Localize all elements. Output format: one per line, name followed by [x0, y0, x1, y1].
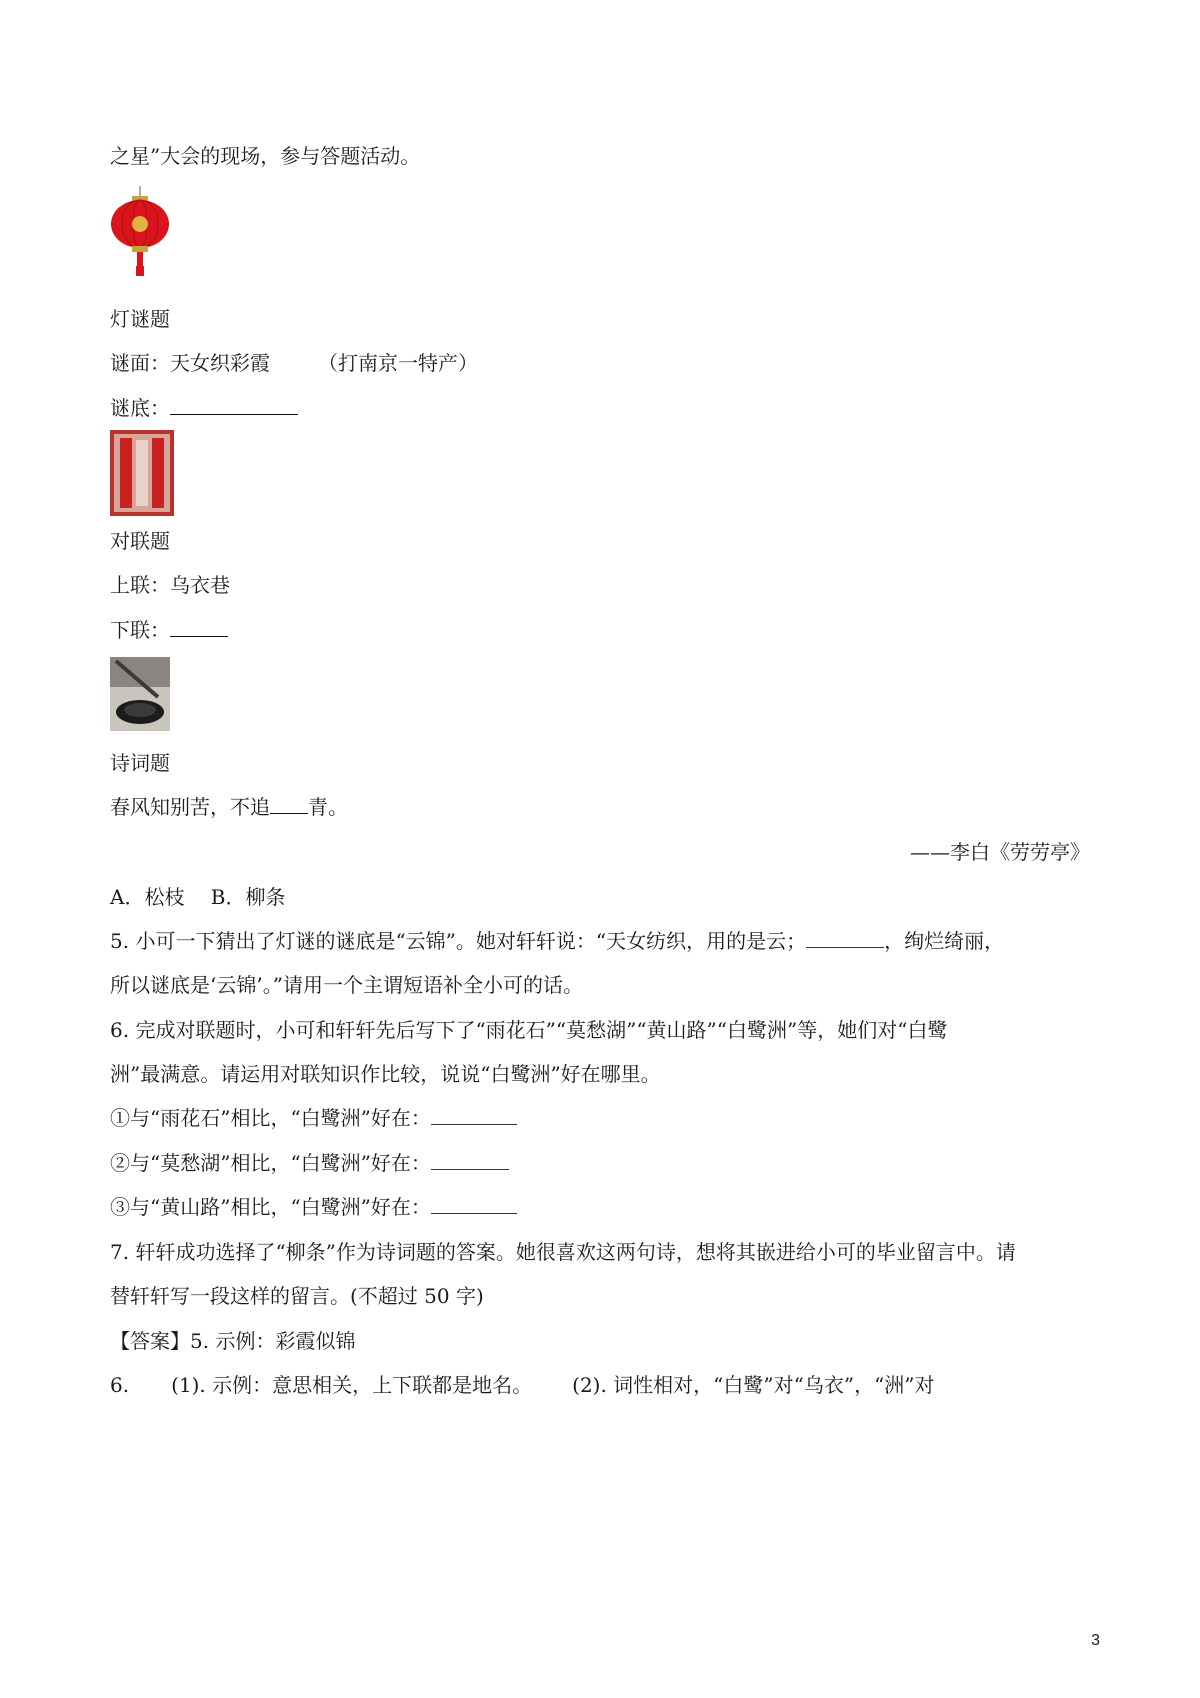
q6-item2 — [110, 1149, 509, 1177]
couplet-lower-blank[interactable] — [170, 616, 228, 637]
couplet-upper: 上联：乌衣巷 — [110, 573, 230, 597]
riddle-label: 谜面：天女织彩霞 — [110, 351, 270, 375]
poem-line — [110, 793, 348, 821]
poem-heading: 诗词题 — [110, 751, 170, 775]
riddle-answer-label: 谜底： — [110, 396, 170, 420]
q7-line2: 替轩轩写一段这样的留言。(不超过 50 字) — [110, 1284, 484, 1308]
q6-item3-text: ③与“黄山路”相比，“白鹭洲”好在： — [110, 1195, 431, 1219]
q6-item3-blank[interactable] — [431, 1195, 517, 1214]
riddle-heading: 灯谜题 — [110, 307, 170, 331]
red-lantern-image — [110, 186, 174, 280]
q7-line1: 7. 轩轩成功选择了“柳条”作为诗词题的答案。她很喜欢这两句诗，想将其嵌进给小可的毕业留言中。请 — [110, 1240, 1016, 1264]
intro-tail: 之星”大会的现场，参与答题活动。 — [110, 144, 421, 168]
q5-line2: 所以谜底是‘云锦’。”请用一个主谓短语补全小可的话。 — [110, 973, 583, 997]
q6-line1: 6. 完成对联题时，小可和轩轩先后写下了“雨花石”“莫愁湖”“黄山路”“白鹭洲”等，她们对“白鹭 — [110, 1018, 948, 1042]
riddle-answer-blank[interactable] — [170, 394, 298, 415]
q6-line2: 洲”最满意。请运用对联知识作比较，说说“白鹭洲”好在哪里。 — [110, 1062, 661, 1086]
answer-line2 — [110, 1371, 935, 1399]
riddle-answer-line — [110, 394, 298, 422]
poem-pre: 春风知别苦，不追 — [110, 795, 270, 819]
answer-q6-num: 6. — [110, 1373, 130, 1397]
q6-item3 — [110, 1193, 517, 1221]
answer-line1: 【答案】5. 示例：彩霞似锦 — [110, 1329, 356, 1353]
couplet-image — [110, 430, 174, 516]
q6-item2-blank[interactable] — [431, 1151, 509, 1170]
page-number: 3 — [1091, 1632, 1100, 1649]
q6-item1-blank[interactable] — [431, 1106, 517, 1125]
answer-q6-part2: (2). 词性相对，“白鹭”对“乌衣”，“洲”对 — [572, 1373, 935, 1397]
couplet-lower-line — [110, 616, 228, 644]
poem-post: 青。 — [308, 795, 348, 819]
riddle-line — [110, 349, 478, 377]
q6-item1-text: ①与“雨花石”相比，“白鹭洲”好在： — [110, 1106, 431, 1130]
q5-line1 — [110, 927, 1004, 955]
poem-blank[interactable] — [270, 793, 308, 814]
brush-ink-image — [110, 657, 170, 731]
couplet-lower-label: 下联： — [110, 618, 170, 642]
q6-item1 — [110, 1104, 517, 1132]
q5-blank[interactable] — [806, 929, 884, 948]
q5-line1-post: ，绚烂绮丽， — [884, 929, 1005, 953]
couplet-heading: 对联题 — [110, 529, 170, 553]
poem-attribution: ——李白《劳劳亭》 — [910, 840, 1090, 864]
q6-item2-text: ②与“莫愁湖”相比，“白鹭洲”好在： — [110, 1151, 431, 1175]
poem-choices: A．松枝 B．柳条 — [110, 885, 286, 909]
riddle-hint: （打南京一特产） — [318, 351, 478, 375]
answer-q6-part1: (1). 示例：意思相关，上下联都是地名。 — [171, 1373, 533, 1397]
q5-line1-pre: 5. 小可一下猜出了灯谜的谜底是“云锦”。她对轩轩说：“天女纺织，用的是云； — [110, 929, 807, 953]
